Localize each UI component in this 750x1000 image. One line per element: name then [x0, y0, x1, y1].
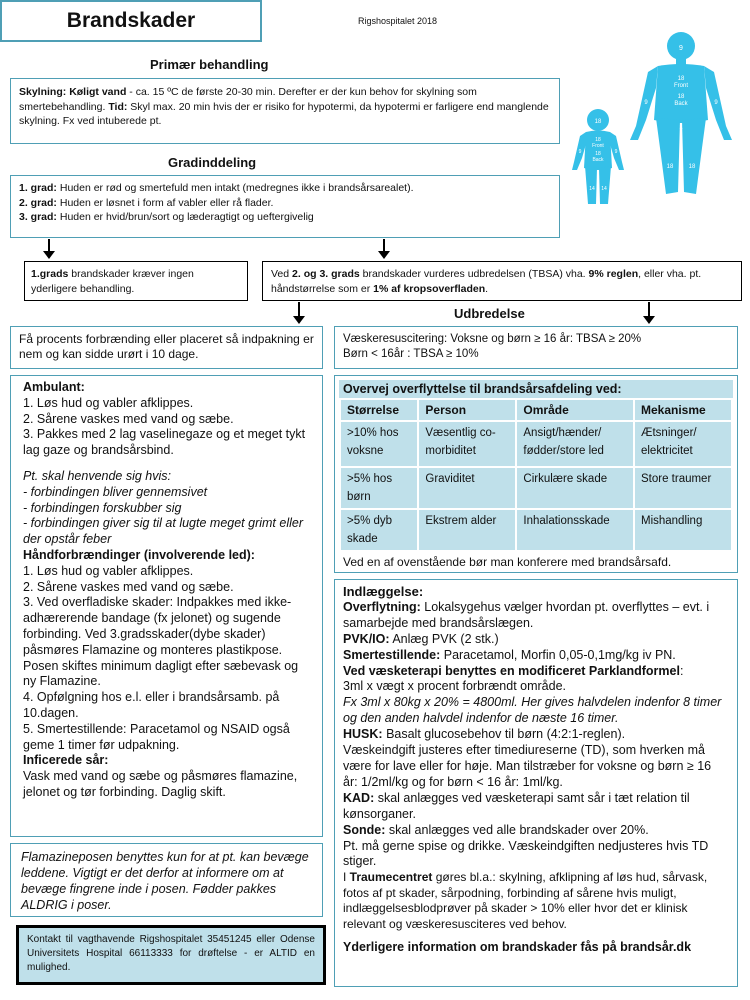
udbredelse-heading: Udbredelse	[454, 306, 525, 321]
adult-left-leg-label: 18	[666, 164, 674, 170]
admission-box	[334, 579, 738, 987]
burn-area-figures	[570, 8, 748, 208]
more-info: Yderligere information om brandskader fås på brandsår.dk	[343, 940, 692, 955]
grade2-text: Huden er løsnet i form af vabler eller rå flader.	[56, 196, 274, 209]
parkland-colon: :	[679, 663, 684, 678]
udbredelse-children: Børn < 16år : TBSA ≥ 10%	[343, 348, 479, 360]
sd-bold2: 9% reglen	[588, 268, 639, 280]
col-area: Område	[516, 399, 634, 421]
adult-groin-label: 1	[679, 125, 683, 131]
table-cell: Graviditet	[418, 467, 516, 509]
adult-left-arm-label: 9	[644, 100, 648, 106]
grade2-label: 2. grad:	[19, 196, 57, 209]
first-degree-box	[24, 261, 248, 301]
eat-text: Pt. må gerne spise og drikke. Væskeindgiften nedjusteres hvis TD stiger.	[343, 838, 709, 869]
contact-box: Kontakt til vagthavende Rigshospitalet 35451245 eller Odense Universitets Hospital 66113333 for drøftelse - er ALTID en mulighed.	[16, 925, 326, 985]
transfer-heading: Overvej overflyttelse til brandsårsafdeling ved:	[339, 380, 733, 398]
page-title: Brandskader	[0, 0, 262, 42]
ambulant-item: 2. Sårene vaskes med vand og sæbe.	[23, 411, 234, 426]
sd-bold1: 2. og 3. grads	[292, 268, 360, 280]
ambulant-heading: Ambulant:	[23, 380, 85, 394]
table-row	[340, 421, 732, 467]
grade-box	[10, 175, 560, 238]
table-cell: Ekstrem alder	[418, 509, 516, 551]
child-back-word: Back	[592, 157, 604, 163]
arrow-down-small-burn	[298, 302, 300, 318]
adult-head-label: 9	[679, 45, 683, 52]
trauma-label: Traumecentret	[349, 870, 433, 885]
table-cell: >5% dyb skade	[340, 509, 418, 551]
infected-text: Vask med vand og sæbe og påsmøres flamazine, jelonet og tør forbinding. Daglig skift.	[23, 769, 298, 799]
arrow-down-grade23	[383, 239, 385, 253]
child-back-label: 18	[595, 151, 601, 157]
primary-heading: Primær behandling	[150, 57, 269, 72]
parkland-formula: 3ml x vægt x procent forbrændt område.	[343, 679, 567, 694]
ambulant-box	[10, 375, 323, 837]
col-person: Person	[418, 399, 516, 421]
time-text: Skyl max. 20 min hvis der er risiko for hypotermi, da hypotermi er farligere end manglende skylning. Fx ved intuberede pt.	[19, 100, 549, 127]
source-label: Rigshospitalet 2018	[358, 16, 438, 26]
kad-label: KAD:	[343, 790, 375, 805]
table-cell: Ætsninger/ elektricitet	[634, 421, 732, 467]
ambulant-item: 1. Løs hud og vabler afklippes.	[23, 395, 194, 410]
table-cell: Ansigt/hænder/ fødder/store led	[516, 421, 634, 467]
table-cell: >5% hos børn	[340, 467, 418, 509]
child-left-arm-label: 9	[578, 149, 582, 155]
table-cell: Inhalationsskade	[516, 509, 634, 551]
pvk-label: PVK/IO:	[343, 631, 390, 646]
sonde-text: skal anlægges ved alle brandskader over 20%.	[385, 822, 649, 837]
primary-box	[10, 78, 560, 144]
table-cell: Mishandling	[634, 509, 732, 551]
table-row	[340, 509, 732, 551]
hand-item: 2. Sårene vaskes med vand og sæbe.	[23, 579, 234, 594]
adult-figure	[630, 32, 732, 194]
pain-label: Smertestillende:	[343, 647, 441, 662]
sd-text2: brandskader vurderes udbredelsen (TBSA) vha.	[359, 268, 589, 280]
hand-item: 4. Opfølgning hos e.l. eller i brandsårsamb. på 10.dagen.	[23, 690, 280, 720]
table-cell: Cirkulære skade	[516, 467, 634, 509]
rinse-text: - ca. 15 ºC de første 20-30 min. Derefter er der kun behov for skylning som smertebehandling.	[19, 86, 477, 113]
kad-text: skal anlægges ved væsketerapi samt sår i tæt relation til kønsorganer.	[343, 790, 690, 821]
table-cell: Væsentlig co-morbiditet	[418, 421, 516, 467]
trauma-text: gøres bl.a.: skylning, afklipning af løs hud, sårvask, fotos af pt skader, sårpodning, forbinding af sårene hvis muligt, indlæggelsesblodprøver på skader > 10% eller hvor det er klinisk relevant og væskeresusciteres ved behov.	[343, 870, 708, 931]
pvk-text: Anlæg PVK (2 stk.)	[389, 631, 499, 646]
sd-bold3: 1% af kropsoverfladen	[373, 282, 486, 295]
sd-text4: .	[485, 282, 489, 295]
time-label: Tid:	[108, 100, 128, 113]
table-cell: >10% hos voksne	[340, 421, 418, 467]
infected-heading: Inficerede sår:	[23, 753, 109, 768]
trauma-pre: I	[343, 870, 350, 885]
adult-front-word: Front	[673, 83, 689, 89]
husk-label: HUSK:	[343, 727, 383, 742]
transfer-label: Overflytning:	[343, 599, 421, 614]
first-degree-text: brandskader kræver ingen yderligere behandling.	[31, 268, 194, 295]
child-head-label: 18	[594, 119, 602, 125]
adult-front-label: 18	[677, 76, 685, 82]
hand-item: 1. Løs hud og vabler afklippes.	[23, 563, 194, 578]
grade3-label: 3. grad:	[19, 211, 57, 223]
grade3-text: Huden er hvid/brun/sort og læderagtigt og ueftergivelig	[56, 211, 314, 223]
ambulant-item: 3. Pakkes med 2 lag vaselinegaze og et meget tykt lag gaze og brandsårsbind.	[23, 427, 306, 458]
transfer-text: Lokalsygehus vælger hvordan pt. overflyttes – evt. i samarbejde med brandsårslægen.	[343, 599, 710, 630]
adult-right-leg-label: 18	[688, 164, 696, 170]
grade-heading: Gradinddeling	[168, 155, 257, 170]
adult-right-arm-label: 9	[714, 100, 718, 106]
parkland-example: Fx 3ml x 80kg x 20% = 4800ml. Her gives halvdelen indenfor 8 timer og den anden halvdel indenfor de næste 16 timer.	[343, 695, 722, 726]
first-degree-label: 1.grads	[31, 268, 69, 280]
adult-back-label: 18	[677, 94, 685, 100]
udbredelse-adults: Væskeresuscitering: Voksne og børn ≥ 16 år: TBSA ≥ 20%	[343, 333, 642, 345]
transfer-header-row	[340, 399, 732, 421]
child-front-label: 18	[595, 137, 601, 143]
hand-item: 5. Smertestillende: Paracetamol og NSAID også geme 1 timer før udpakning.	[23, 721, 290, 752]
husk-text: Basalt glucosebehov til børn (4:2:1-reglen).	[382, 727, 626, 742]
small-burn-box: Få procents forbrænding eller placeret så indpakning er nem og kan sidde urørt i 10 dage.	[10, 326, 323, 369]
visit-intro: Pt. skal henvende sig hvis:	[23, 468, 171, 483]
admission-heading: Indlæggelse:	[343, 584, 424, 599]
visit-item: - forbindingen giver sig til at lugte meget grimt eller der opstår feber	[23, 516, 303, 547]
pain-text: Paracetamol, Morfin 0,05-0,1mg/kg iv PN.	[440, 647, 676, 662]
second-degree-box	[262, 261, 742, 301]
table-row	[340, 467, 732, 509]
child-left-leg-label: 14	[589, 186, 595, 192]
flamazine-note: Flamazineposen benyttes kun for at pt. kan bevæge leddene. Vigtigt er det derfor at informere om at bevæge fingrene inde i posen. Fødder pakkes ALDRIG i poser.	[10, 843, 323, 917]
parkland-label: Ved væsketerapi benyttes en modificeret Parklandformel	[343, 663, 680, 678]
grade1-text: Huden er rød og smertefuld men intakt (medregnes ikke i brandsårsarealet).	[56, 182, 414, 194]
hand-item: 3. Ved overfladiske skader: Indpakkes med ikke-adhærerende bandage (fx jelonet) og sugende forbinding. Ved 3.gradsskader(dybe skader) påsmøres Flamazine og monteres plastikpose. Posen skiftes minimum dagligt efter sæbevask og ny Flamazine.	[23, 595, 299, 689]
rinse-label: Skylning:	[19, 86, 67, 98]
fluid-text: Væskeindgift justeres efter timediureserne (TD), som hverken må være for lave eller for høje. Man tilstræber for voksne og børn ≥ 16 år: 1/2ml/kg og for børn < 16 år: 1ml/kg.	[343, 743, 712, 789]
udbredelse-box	[334, 326, 738, 369]
transfer-box	[334, 375, 738, 573]
visit-item: - forbindingen bliver gennemsivet	[23, 484, 208, 499]
hand-heading: Håndforbrændinger (involverende led):	[23, 547, 255, 562]
sd-text1: Ved	[271, 268, 293, 280]
cold-water-label: Køligt vand	[69, 86, 127, 98]
arrow-down-udbredelse	[648, 302, 650, 318]
child-right-leg-label: 14	[601, 186, 607, 192]
sonde-label: Sonde:	[343, 822, 386, 837]
transfer-table	[339, 398, 733, 552]
child-right-arm-label: 9	[614, 149, 618, 155]
col-mechanism: Mekanisme	[634, 399, 732, 421]
sd-text3: , eller vha. pt. håndstørrelse som er	[271, 268, 702, 295]
adult-back-word: Back	[674, 101, 688, 107]
table-cell: Store traumer	[634, 467, 732, 509]
transfer-footer: Ved en af ovenstående bør man konferere med brandsårsafd.	[343, 555, 672, 569]
visit-item: - forbindingen forskubber sig	[23, 500, 182, 515]
arrow-down-grade1	[48, 239, 50, 253]
col-size: Størrelse	[340, 399, 418, 421]
grade1-label: 1. grad:	[19, 182, 57, 194]
child-front-word: Front	[592, 143, 604, 149]
